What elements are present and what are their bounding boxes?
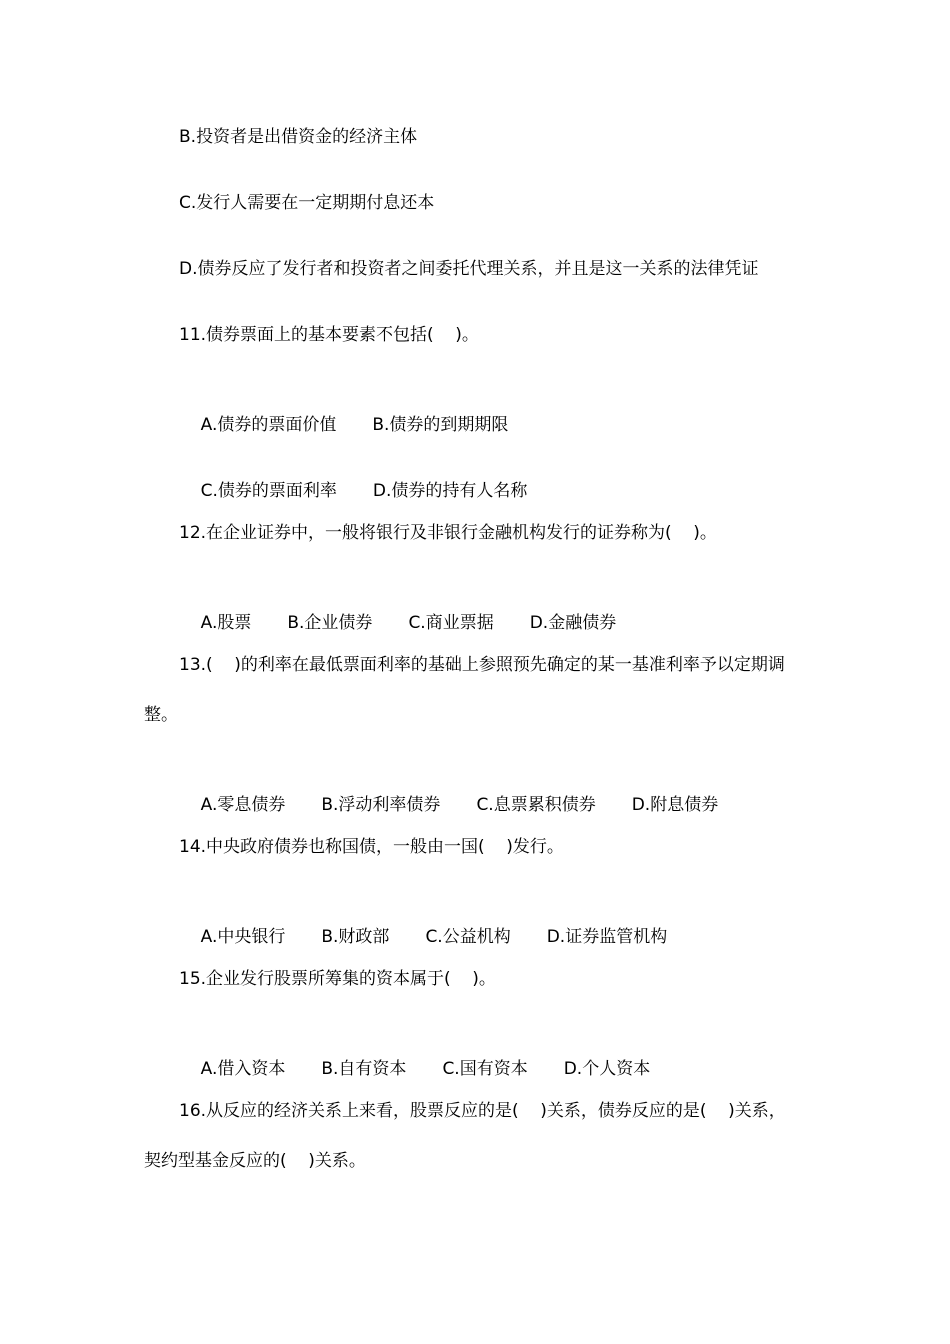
q12-option-c: C.商业票据 (408, 613, 494, 633)
q13-option-c: C.息票累积债券 (476, 795, 596, 815)
q15-stem: 15.企业发行股票所筹集的资本属于( )。 (179, 969, 496, 989)
q14-stem: 14.中央政府债券也称国债，一般由一国( )发行。 (179, 837, 564, 857)
q10-option-d: D.债券反应了发行者和投资者之间委托代理关系，并且是这一关系的法律凭证 (179, 259, 759, 279)
q12-option-b: B.企业债券 (287, 613, 373, 633)
q14-options (179, 901, 667, 973)
q14-option-d: D.证券监管机构 (546, 927, 668, 947)
q12-option-a: A.股票 (200, 613, 252, 633)
q11-option-d: D.债券的持有人名称 (372, 481, 528, 501)
q13-options (179, 769, 718, 841)
q12-option-d: D.金融债券 (529, 613, 617, 633)
q13-stem-line2: 整。 (144, 705, 178, 725)
q14-option-c: C.公益机构 (425, 927, 511, 947)
q11-option-c: C.债券的票面利率 (200, 481, 337, 501)
q13-option-d: D.附息债券 (631, 795, 719, 815)
q14-option-a: A.中央银行 (200, 927, 286, 947)
q12-stem: 12.在企业证券中，一般将银行及非银行金融机构发行的证券称为( )。 (179, 523, 717, 543)
q11-option-b: B.债券的到期期限 (372, 415, 509, 435)
q16-stem-line2: 契约型基金反应的( )关系。 (144, 1151, 366, 1171)
q11-options-row1 (179, 389, 508, 461)
q13-option-b: B.浮动利率债券 (321, 795, 441, 815)
q11-options-row2 (179, 455, 527, 527)
q11-option-a: A.债券的票面价值 (200, 415, 337, 435)
q10-option-c: C.发行人需要在一定期期付息还本 (179, 193, 435, 213)
q15-option-a: A.借入资本 (200, 1059, 286, 1079)
q11-stem: 11.债券票面上的基本要素不包括( )。 (179, 325, 479, 345)
q14-option-b: B.财政部 (321, 927, 390, 947)
q15-options (179, 1033, 650, 1105)
q15-option-c: C.国有资本 (442, 1059, 528, 1079)
q15-option-b: B.自有资本 (321, 1059, 407, 1079)
q13-stem-line1: 13.( )的利率在最低票面利率的基础上参照预先确定的某一基准利率予以定期调 (179, 655, 785, 675)
q15-option-d: D.个人资本 (563, 1059, 651, 1079)
q10-option-b: B.投资者是出借资金的经济主体 (179, 127, 418, 147)
q13-option-a: A.零息债券 (200, 795, 286, 815)
q16-stem-line1: 16.从反应的经济关系上来看，股票反应的是( )关系，债券反应的是( )关系， (179, 1101, 786, 1121)
q12-options (179, 587, 616, 659)
